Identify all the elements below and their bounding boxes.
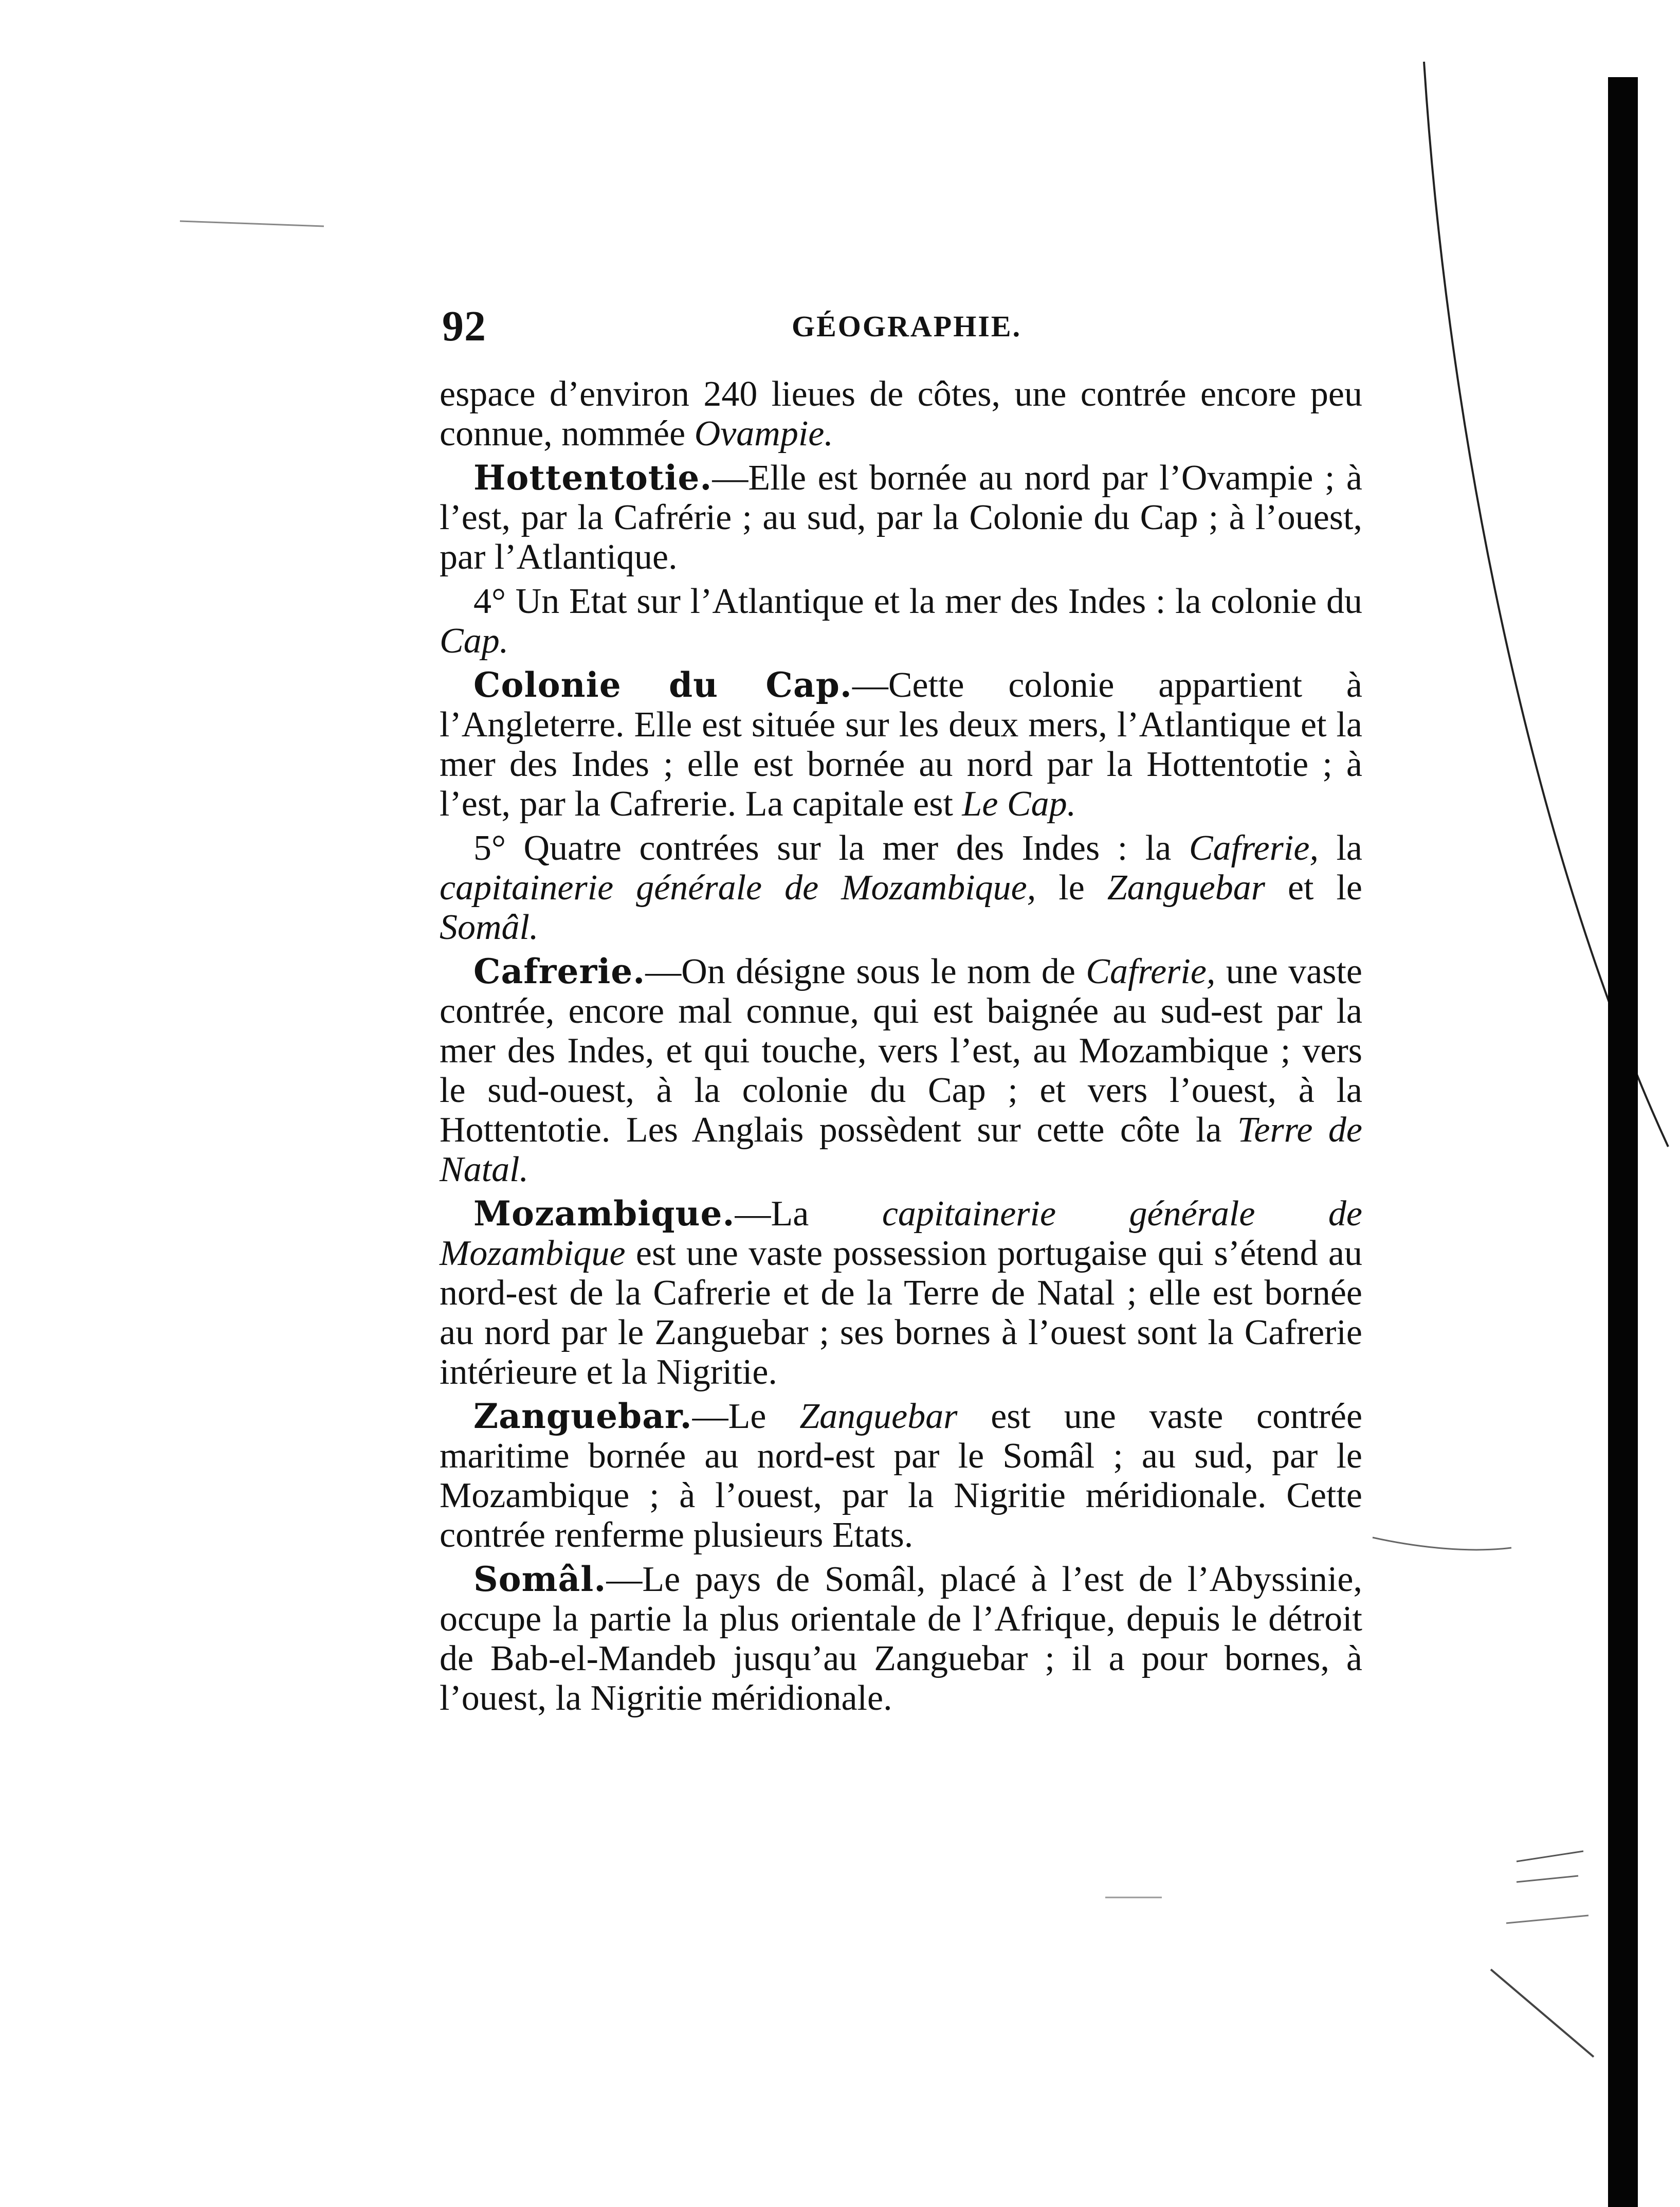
section-heading-cafrerie: Cafrerie. [473, 951, 646, 991]
body-text: —La [735, 1194, 882, 1234]
body-text: une vaste contrée, encore mal connue, qui est baignée au sud-est par la mer des Indes, et qui touche, vers l’est, au Mozambique ; vers le sud-ouest, à la colonie du Cap ; et vers l’ouest, à la Hottentotie. Les Anglais possèdent sur cette côte la [440, 952, 1362, 1150]
paragraph-colonie-du-cap [440, 665, 1362, 824]
page-body [440, 374, 1362, 1723]
section-heading-somal: Somâl. [473, 1559, 607, 1599]
body-text: 5° Quatre contrées sur la mer des Indes : la [473, 828, 1189, 868]
italic-term: Ovampie. [694, 414, 833, 454]
page-header [442, 298, 1475, 355]
paragraph-somal [440, 1560, 1362, 1718]
body-text: —Cette colonie appartient à l’Angleterre. Elle est située sur les deux mers, l’Atlantique et la mer des Indes ; elle est bornée au nord par la Hottentotie ; à l’est, par la Cafrerie. La capitale est [440, 665, 1362, 824]
paragraph-etat-atlantique [440, 582, 1362, 661]
body-text: —On désigne sous le nom de [645, 952, 1086, 991]
section-heading-colonie-du-cap: Colonie du Cap. [473, 665, 852, 705]
running-title: GÉOGRAPHIE. [792, 310, 1022, 343]
paragraph-cafrerie [440, 952, 1362, 1189]
paragraph-zanguebar [440, 1397, 1362, 1555]
paragraph-ovampie [440, 374, 1362, 454]
paragraph-quatre-contrees [440, 828, 1362, 947]
body-text: —Elle est bornée au nord par l’Ovampie ; à l’est, par la Cafrérie ; au sud, par la Colonie du Cap ; à l’ouest, par l’Atlantique. [440, 458, 1362, 577]
section-heading-mozambique: Mozambique. [473, 1193, 735, 1234]
italic-term: Cap. [440, 621, 509, 661]
body-text: le [1036, 868, 1107, 908]
italic-term: capitainerie générale de Mozambique, [440, 868, 1036, 908]
italic-term: Zanguebar [1107, 868, 1265, 908]
body-text: est une vaste contrée maritime bornée au nord-est par le Somâl ; au sud, par le Mozambique ; à l’ouest, par la Nigritie méridionale. Cette contrée renferme plusieurs Etats. [440, 1397, 1363, 1555]
binding-edge [1608, 77, 1638, 2207]
body-text: espace d’environ 240 lieues de côtes, une contrée encore peu connue, nommée [440, 374, 1362, 454]
body-text: et le [1265, 868, 1362, 908]
section-heading-zanguebar: Zanguebar. [473, 1396, 692, 1436]
page-number: 92 [442, 302, 486, 350]
italic-term: Cafrerie, [1086, 952, 1216, 991]
paragraph-mozambique [440, 1194, 1362, 1392]
italic-term: Somâl. [440, 908, 539, 947]
italic-term: Terre de Natal. [440, 1110, 1362, 1189]
body-text: est une vaste possession portugaise qui s’étend au nord-est de la Cafrerie et de la Terre de Natal ; elle est bornée au nord par le Zanguebar ; ses bornes à l’ouest sont la Cafrerie intérieure et la Nigritie. [440, 1234, 1362, 1392]
paragraph-hottentotie [440, 458, 1362, 577]
italic-term: capitainerie générale de Mozambique [440, 1194, 1363, 1273]
section-heading-hottentotie: Hottentotie. [473, 458, 713, 498]
italic-term: Le Cap. [962, 784, 1076, 824]
italic-term: Cafrerie, [1189, 828, 1319, 868]
body-text: —Le [692, 1397, 800, 1436]
body-text: 4° Un Etat sur l’Atlantique et la mer des Indes : la colonie du [473, 582, 1362, 621]
italic-term: Zanguebar [799, 1397, 958, 1436]
body-text: —Le pays de Somâl, placé à l’est de l’Abyssinie, occupe la partie la plus orientale de l’Afrique, depuis le détroit de Bab-el-Mandeb jusqu’au Zanguebar ; il a pour bornes, à l’ouest, la Nigritie méridionale. [440, 1560, 1362, 1718]
body-text: la [1318, 828, 1362, 868]
